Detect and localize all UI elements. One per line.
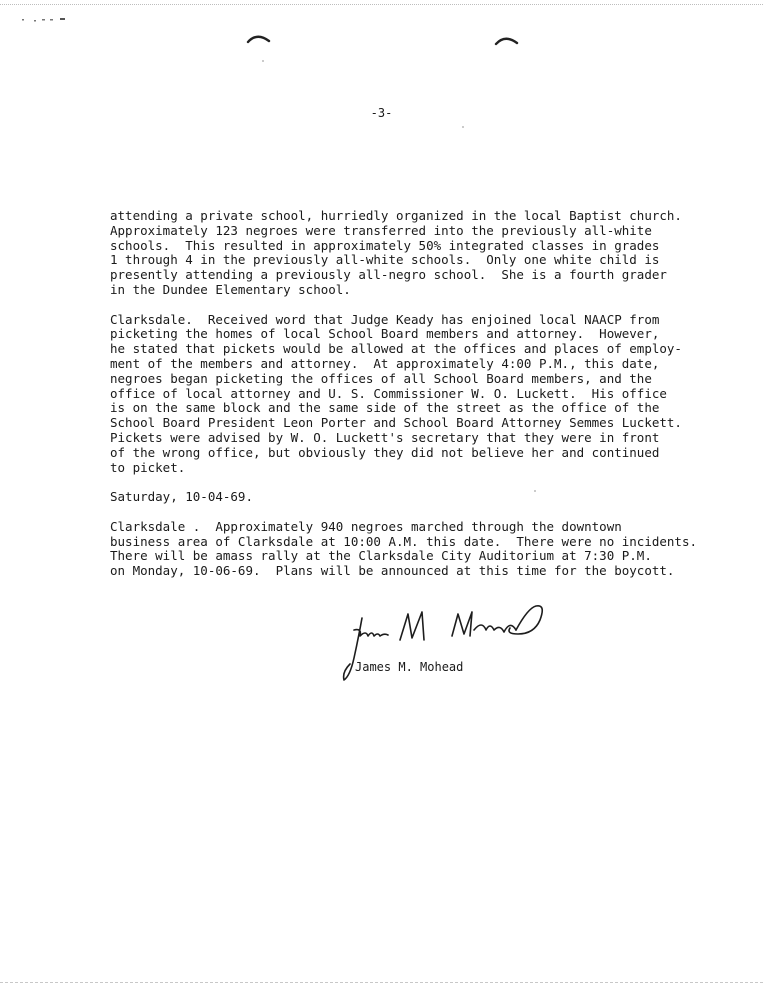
- text-line: Pickets were advised by W. O. Luckett's secretary that they were in front: [110, 429, 660, 445]
- text-line: picketing the homes of local School Board members and attorney. However,: [110, 326, 660, 342]
- text-line: Clarksdale. Received word that Judge Keady has enjoined local NAACP from: [110, 311, 660, 327]
- top-edge-dots: [0, 4, 763, 5]
- signer-name: James M. Mohead: [355, 660, 464, 674]
- text-line: Approximately 123 negroes were transferred into the previously all-white: [110, 222, 652, 238]
- text-line: on Monday, 10-06-69. Plans will be announced at this time for the boycott.: [110, 563, 675, 579]
- memo-body: [110, 209, 710, 579]
- text-line: presently attending a previously all-negro school. She is a fourth grader: [110, 267, 667, 283]
- text-line: business area of Clarksdale at 10:00 A.M. this date. There were no incidents.: [110, 533, 697, 549]
- text-line: Clarksdale . Approximately 940 negroes marched through the downtown: [110, 518, 622, 534]
- date-heading: Saturday, 10-04-69.: [110, 489, 253, 505]
- text-line: There will be amass rally at the Clarksdale City Auditorium at 7:30 P.M.: [110, 548, 652, 564]
- text-line: of the wrong office, but obviously they did not believe her and continued: [110, 444, 660, 460]
- text-line: he stated that pickets would be allowed at the offices and places of employ-: [110, 341, 682, 357]
- bottom-edge-dashes: [0, 982, 763, 983]
- page-number: -3-: [370, 106, 393, 120]
- text-line: ment of the members and attorney. At approximately 4:00 P.M., this date,: [110, 355, 660, 371]
- text-line: attending a private school, hurriedly organized in the local Baptist church.: [110, 208, 682, 223]
- text-line: School Board President Leon Porter and School Board Attorney Semmes Luckett.: [110, 415, 682, 431]
- text-line: to picket.: [110, 459, 186, 475]
- text-line: office of local attorney and U. S. Commissioner W. O. Luckett. His office: [110, 385, 667, 401]
- text-line: 1 through 4 in the previously all-white schools. Only one white child is: [110, 252, 660, 268]
- text-line: is on the same block and the same side of the street as the office of the: [110, 400, 660, 416]
- punch-hole-mark: [246, 32, 272, 44]
- corner-specks: [20, 14, 70, 24]
- punch-hole-mark: [494, 34, 520, 46]
- text-line: schools. This resulted in approximately 50% integrated classes in grades: [110, 237, 660, 253]
- text-line: negroes began picketing the offices of all School Board members, and the: [110, 370, 652, 386]
- text-line: in the Dundee Elementary school.: [110, 281, 351, 297]
